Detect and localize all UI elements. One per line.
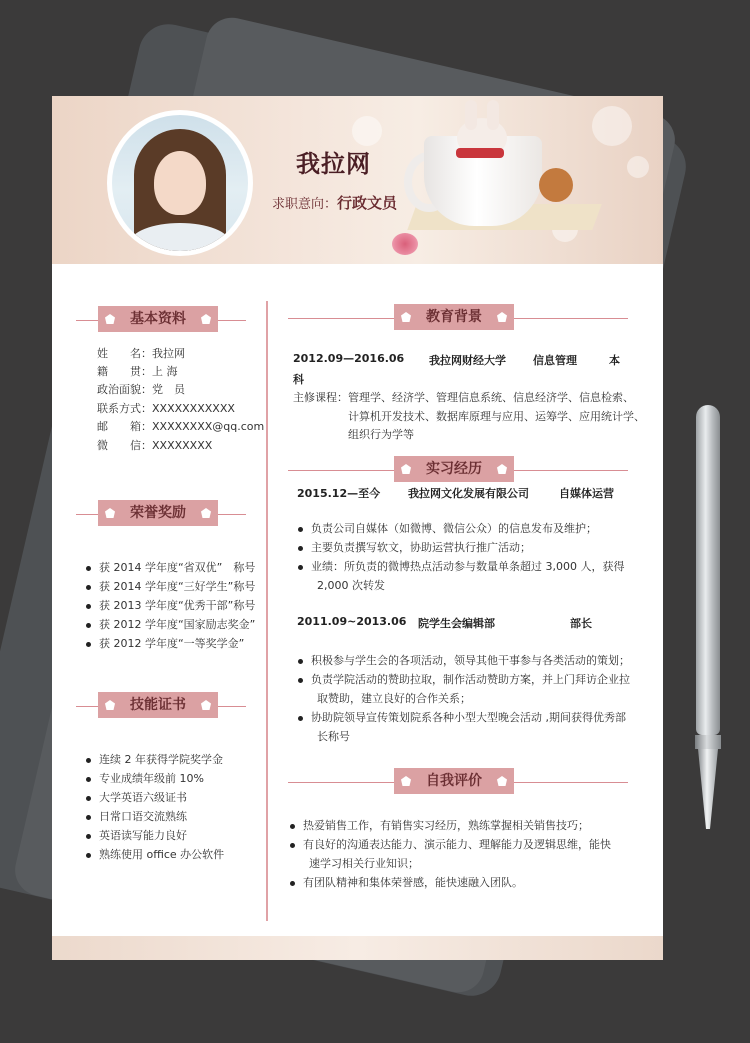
list-item: 获 2013 学年度“优秀干部”称号 [99,599,256,612]
pen [690,405,730,835]
info-value: 我拉网 [152,347,185,360]
section-title: 自我评价 [426,773,482,789]
job-org: 院学生会编辑部 [418,617,495,630]
skills-list [86,750,224,864]
list-item-continued: 速学习相关行业知识； [309,857,419,870]
info-label: 微 信： [97,439,152,452]
list-item: 大学英语六级证书 [99,791,187,804]
list-item: 连续 2 年获得学院奖学金 [99,753,223,766]
job-intent-value: 行政文员 [337,194,398,212]
section-title: 实习经历 [426,461,482,477]
section-basic-info [76,296,246,327]
info-label: 邮 箱： [97,420,152,433]
info-label: 籍 贯： [97,365,152,378]
list-item: 热爱销售工作，有销售实习经历，熟练掌握相关销售技巧； [303,819,589,832]
section-internship [288,446,628,477]
honors-list [86,558,255,653]
job-intent-label: 求职意向： [272,197,338,212]
section-skills [76,682,246,713]
job-role: 自媒体运营 [559,487,614,500]
section-title: 荣誉奖励 [130,505,186,521]
list-item-continued: 长称号 [317,730,350,743]
edu-courses-line: 组织行为学等 [348,428,414,441]
info-value: 上 海 [152,365,178,378]
edu-school: 我拉网财经大学 [429,354,506,367]
ribbon-illustration [456,148,504,158]
section-title: 基本资料 [130,311,186,327]
applicant-name: 我拉网 [296,150,371,178]
job-period: 2011.09~2013.06 [297,615,407,628]
resume-page [52,96,663,960]
resume-header [52,96,663,264]
section-self-evaluation [288,758,628,789]
list-item: 业绩：所负责的微博热点活动参与数量单条超过 3,000 人，获得 [311,560,625,573]
edu-courses-line: 管理学、经济学、管理信息系统、信息经济学、信息检索、 [348,391,634,404]
self-eval-list [290,816,611,892]
list-item: 积极参与学生会的各项活动，领导其他干事参与各类活动的策划； [311,654,630,667]
job-intent [272,192,397,213]
section-title: 教育背景 [426,309,482,325]
list-item-continued: 2,000 次转发 [317,579,385,592]
info-value: XXXXXXXXXXX [152,402,235,415]
list-item: 负责公司自媒体（如微博、微信公众）的信息发布及维护； [311,522,597,535]
list-item: 有团队精神和集体荣誉感，能快速融入团队。 [303,876,523,889]
list-item: 英语读写能力良好 [99,829,187,842]
list-item: 获 2014 学年度“三好学生”称号 [99,580,256,593]
job-role: 部长 [570,617,592,630]
profile-photo [107,110,253,256]
bear-illustration [539,168,573,202]
edu-courses-label: 主修课程： [293,391,348,404]
edu-degree-2: 科 [293,373,304,386]
rose-illustration [392,233,418,255]
info-value: XXXXXXXX [152,439,213,452]
list-item: 有良好的沟通表达能力、演示能力、理解能力及逻辑思维，能快 [303,838,611,851]
info-label: 联系方式： [97,402,152,415]
info-label: 姓 名： [97,347,152,360]
list-item: 获 2012 学年度“国家励志奖金” [99,618,256,631]
info-label: 政治面貌： [97,383,152,396]
list-item: 日常口语交流熟练 [99,810,187,823]
job-period: 2015.12—至今 [297,487,381,500]
list-item-continued: 取赞助，建立良好的合作关系； [317,692,471,705]
job-duties-list [298,519,624,595]
list-item: 协助院领导宣传策划院系各种小型大型晚会活动 ,期间获得优秀部 [311,711,626,724]
section-honors [76,490,246,521]
info-value: 党 员 [152,383,185,396]
edu-period: 2012.09—2016.06 [293,352,405,365]
job-duties-list [298,651,630,746]
list-item: 获 2012 学年度“一等奖学金” [99,637,245,650]
list-item: 熟练使用 office 办公软件 [99,848,225,861]
column-divider [266,301,268,921]
list-item: 负责学院活动的赞助拉取，制作活动赞助方案，并上门拜访企业拉 [311,673,630,686]
section-education [288,294,628,325]
edu-courses-line: 计算机开发技术、数据库原理与应用、运筹学、应用统计学、 [348,410,645,423]
section-title: 技能证书 [130,697,186,713]
list-item: 专业成绩年级前 10% [99,772,204,785]
list-item: 主要负责撰写软文，协助运营执行推广活动； [311,541,531,554]
list-item: 获 2014 学年度“省双优” 称号 [99,561,256,574]
edu-major: 信息管理 [533,354,577,367]
info-value: XXXXXXXX@qq.com [152,420,265,433]
resume-footer-strip [52,936,663,960]
job-org: 我拉网文化发展有限公司 [408,487,529,500]
edu-degree-1: 本 [609,354,620,367]
